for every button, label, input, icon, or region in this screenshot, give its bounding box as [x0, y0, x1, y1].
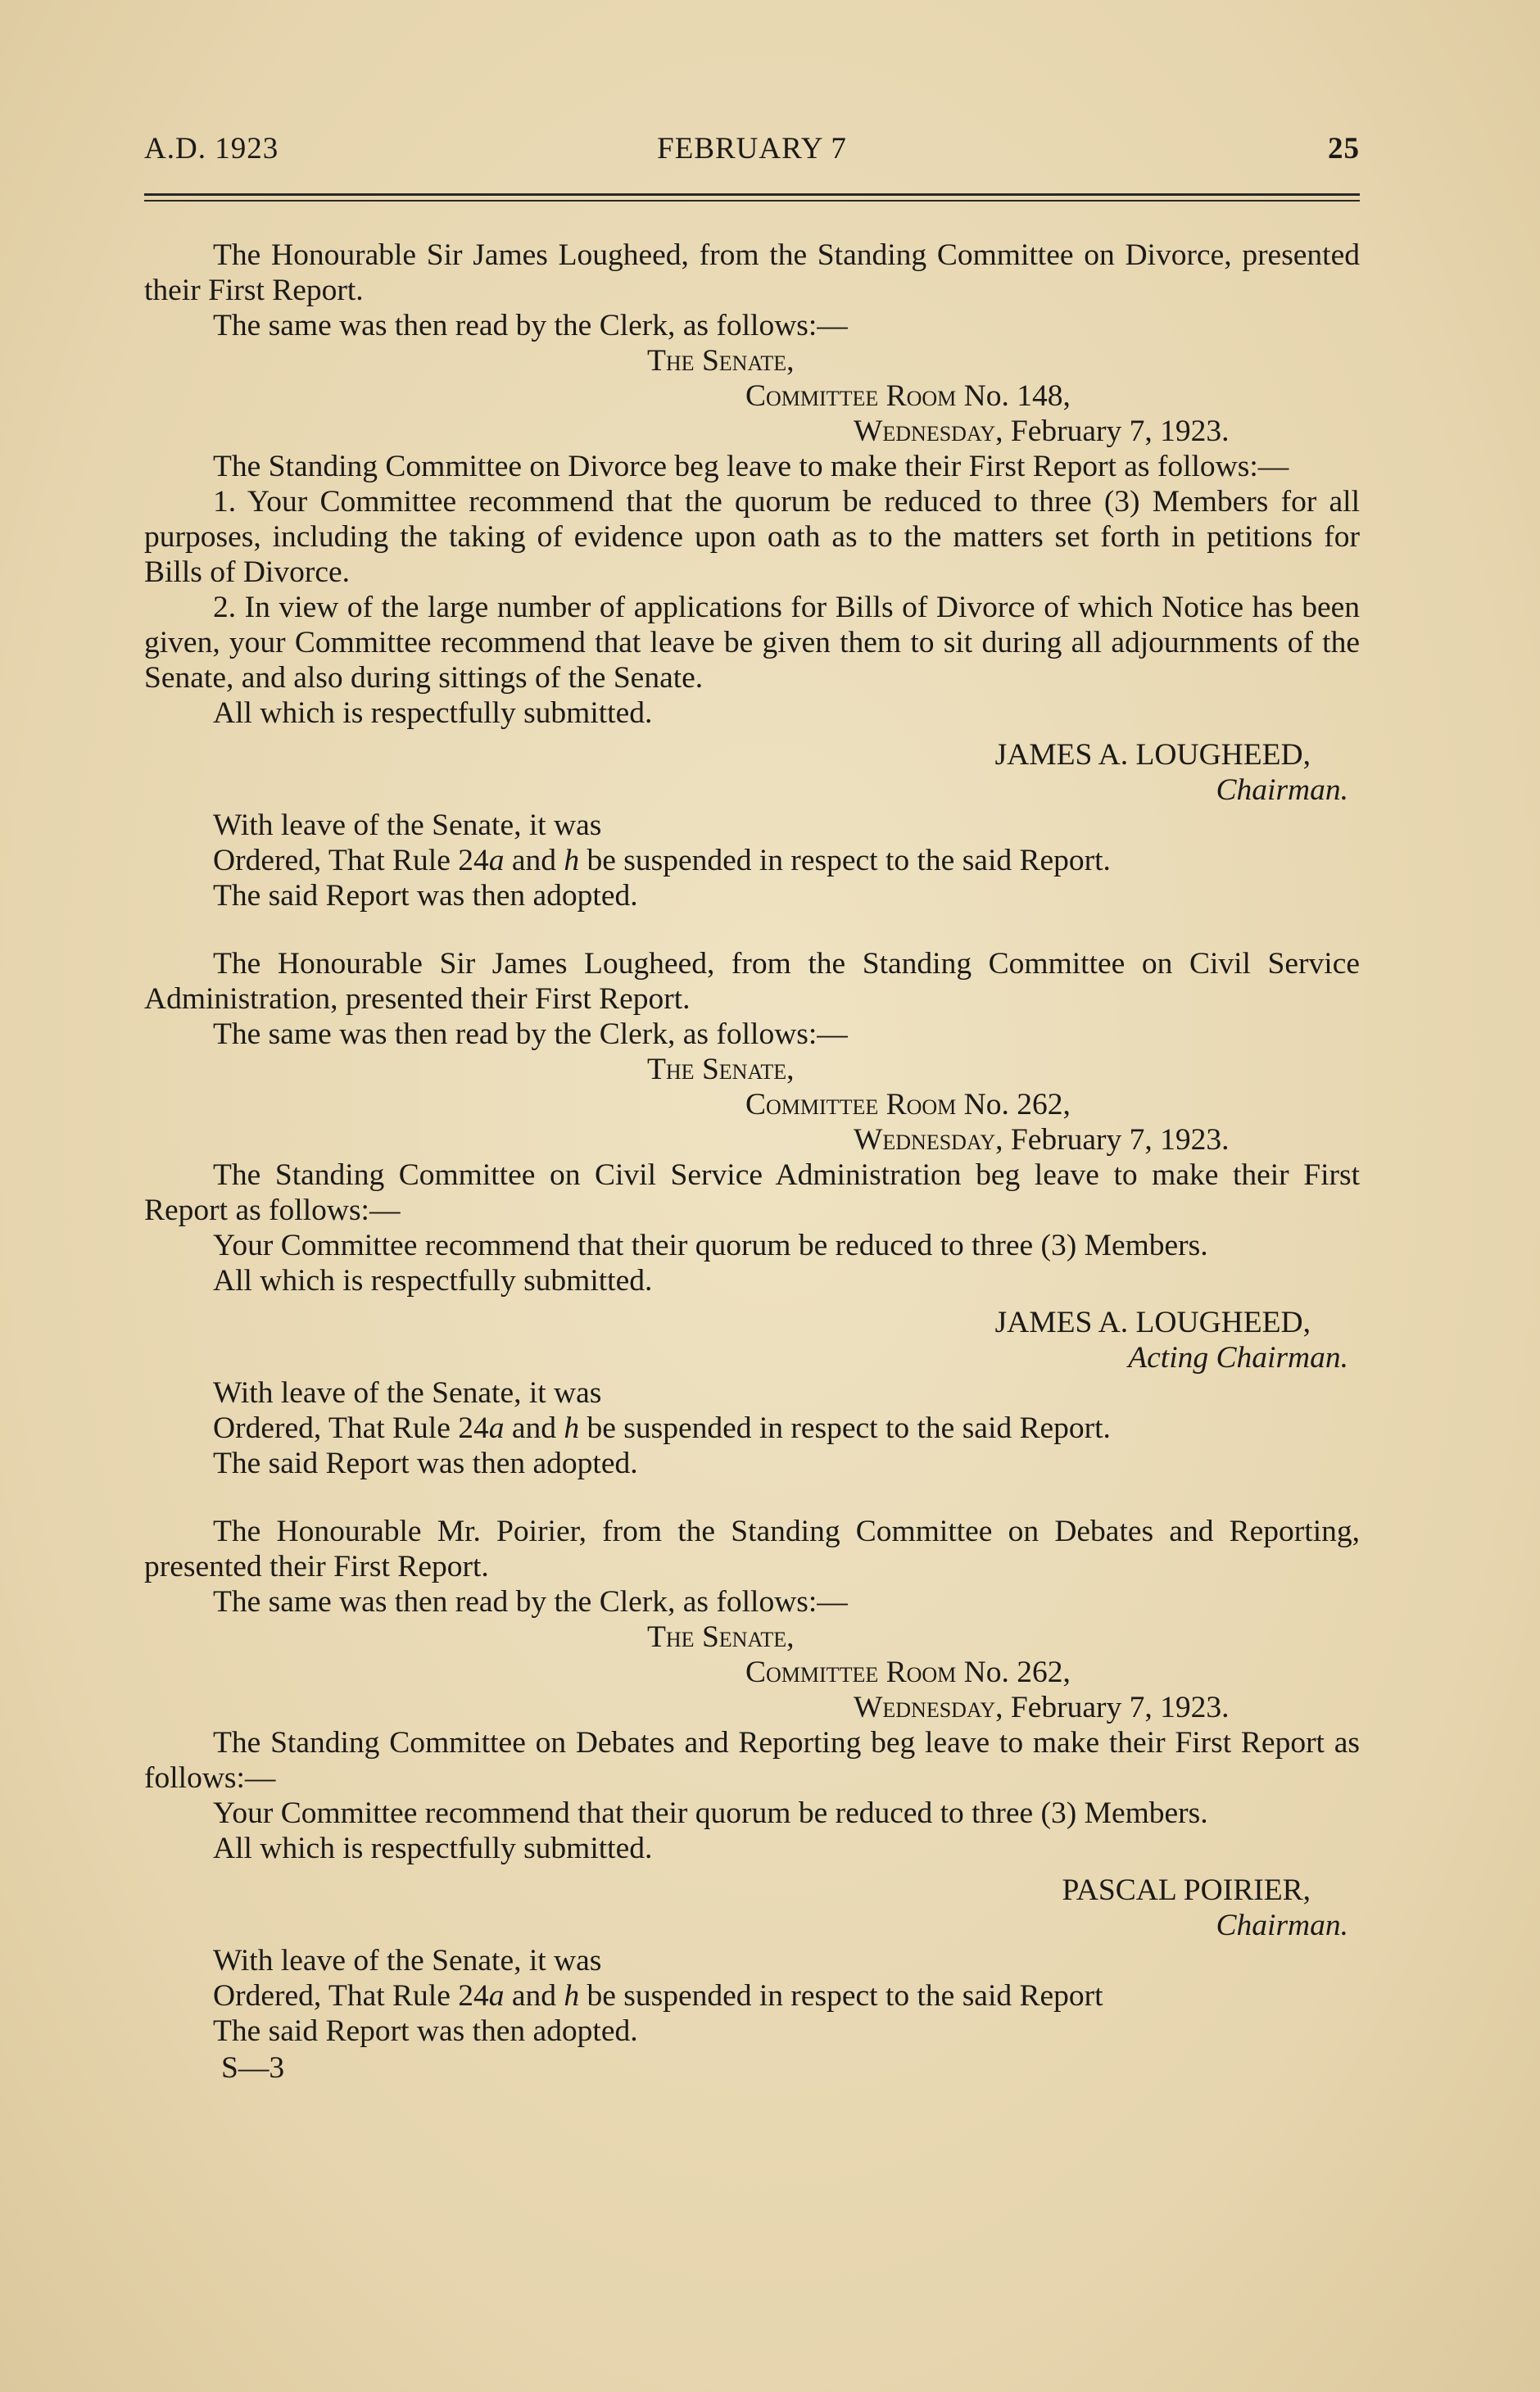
ordered-line: Ordered, That Rule 24a and h be suspended in respect to the said Report. [213, 844, 1111, 877]
heading-date: Wednesday, February 7, 1923. [854, 1123, 1230, 1157]
header-rule-bottom [144, 200, 1360, 202]
heading-senate: The Senate, [647, 1053, 795, 1086]
heading-senate: The Senate, [647, 1620, 795, 1654]
signer-name: PASCAL POIRIER, [1062, 1873, 1311, 1907]
running-header [144, 131, 1360, 177]
section-intro: The Honourable Mr. Poirier, from the Standing Committee on Debates and Reporting, presented their First Report. [144, 1515, 1360, 1583]
heading-date: Wednesday, February 7, 1923. [854, 1691, 1230, 1724]
report-paragraph: 1. Your Committee recommend that the quorum be reduced to three (3) Members for all purposes, including the taking of evidence upon oath as to the matters set forth in petitions for Bills of Divorce. [144, 485, 1360, 589]
header-date: FEBRUARY 7 [657, 132, 847, 165]
report-intro: The Standing Committee on Debates and Reporting beg leave to make their First Report as follows:— [144, 1726, 1360, 1795]
submitted-line: All which is respectfully submitted. [213, 1264, 653, 1298]
leave-line: With leave of the Senate, it was [213, 1376, 602, 1410]
section-intro: The Honourable Sir James Lougheed, from the Standing Committee on Divorce, presented their First Report. [144, 238, 1360, 307]
submitted-line: All which is respectfully submitted. [213, 696, 653, 730]
report-paragraph: Your Committee recommend that their quorum be reduced to three (3) Members. [213, 1796, 1208, 1830]
signer-name: JAMES A. LOUGHEED, [994, 738, 1311, 772]
leave-line: With leave of the Senate, it was [213, 1944, 602, 1977]
page-number: 25 [1328, 132, 1360, 165]
signature-mark: S—3 [221, 2051, 285, 2085]
section-intro: The Honourable Sir James Lougheed, from the Standing Committee on Civil Service Administration, presented their First Report. [144, 947, 1360, 1016]
ordered-line: Ordered, That Rule 24a and h be suspended in respect to the said Report. [213, 1411, 1111, 1445]
read-line: The same was then read by the Clerk, as follows:— [213, 1017, 848, 1051]
adopted-line: The said Report was then adopted. [213, 879, 638, 913]
leave-line: With leave of the Senate, it was [213, 809, 602, 842]
header-year: A.D. 1923 [144, 132, 279, 165]
submitted-line: All which is respectfully submitted. [213, 1832, 653, 1865]
heading-room: Committee Room No. 262, [745, 1088, 1071, 1121]
report-intro: The Standing Committee on Divorce beg leave to make their First Report as follows:— [213, 450, 1289, 483]
report-intro: The Standing Committee on Civil Service Administration beg leave to make their First Report as follows:— [144, 1158, 1360, 1227]
heading-room: Committee Room No. 262, [745, 1656, 1071, 1689]
heading-senate: The Senate, [647, 344, 795, 378]
report-paragraph: Your Committee recommend that their quorum be reduced to three (3) Members. [213, 1229, 1208, 1262]
adopted-line: The said Report was then adopted. [213, 1447, 638, 1480]
signer-role: Chairman. [1216, 773, 1348, 807]
signer-role: Acting Chairman. [1128, 1341, 1348, 1375]
signer-name: JAMES A. LOUGHEED, [994, 1306, 1311, 1339]
report-paragraph: 2. In view of the large number of applications for Bills of Divorce of which Notice has been given, your Committee recommend that leave be given them to sit during all adjournments of the Senate, and also during sittings of the Senate. [144, 591, 1360, 695]
heading-date: Wednesday, February 7, 1923. [854, 415, 1230, 448]
read-line: The same was then read by the Clerk, as follows:— [213, 309, 848, 342]
ordered-line: Ordered, That Rule 24a and h be suspended in respect to the said Report [213, 1979, 1103, 2013]
header-rule-top [144, 193, 1360, 196]
report-section-debates [144, 1514, 1360, 2086]
heading-room: Committee Room No. 148, [745, 379, 1071, 413]
signer-role: Chairman. [1216, 1909, 1348, 1942]
adopted-line: The said Report was then adopted. [213, 2014, 638, 2048]
page-body [144, 238, 1360, 2086]
report-section-divorce [144, 238, 1360, 913]
report-section-civil-service [144, 946, 1360, 1481]
read-line: The same was then read by the Clerk, as follows:— [213, 1585, 848, 1619]
